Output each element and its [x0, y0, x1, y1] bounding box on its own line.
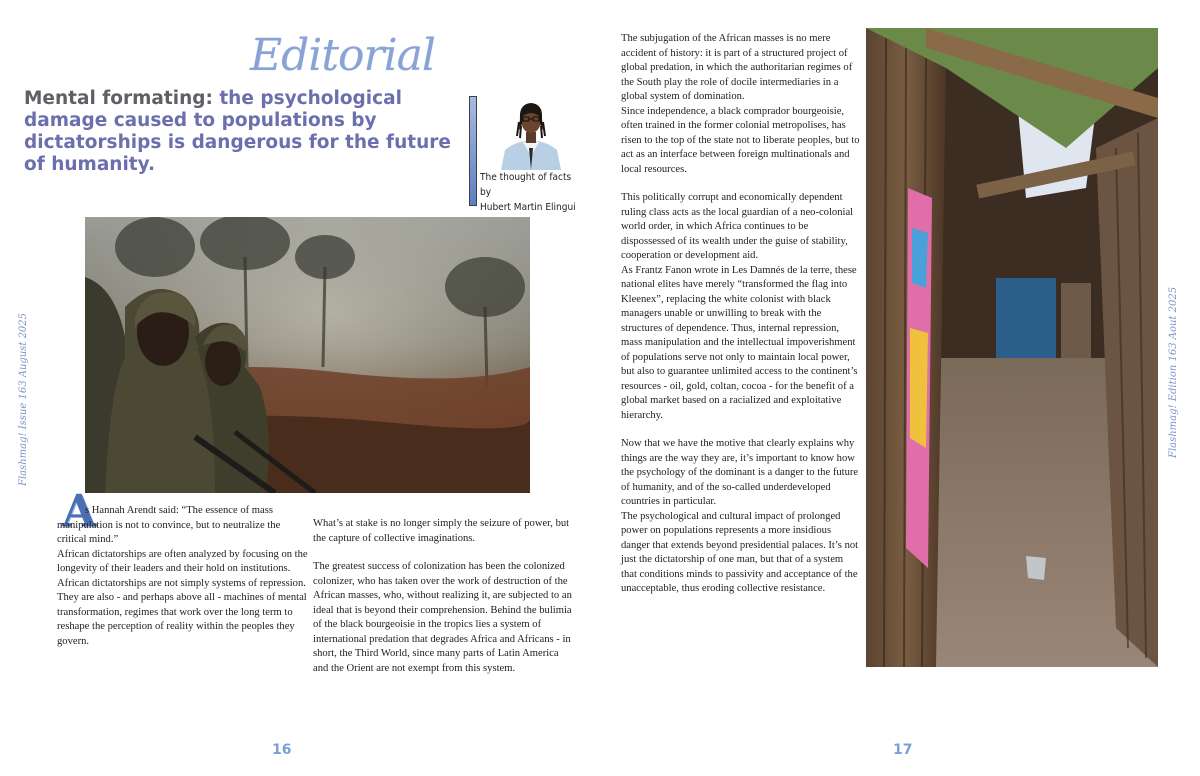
issue-side-label: Flashmag! Issue 163 August 2025 — [18, 312, 29, 486]
author-box — [469, 96, 579, 213]
edition-side-label: Flashmag! Edition 163 Aout 2025 — [1168, 286, 1179, 458]
author-portrait-image — [495, 96, 567, 170]
article-column-1 — [57, 504, 309, 649]
paragraph: The subjugation of the African masses is no mere accident of history: it is part of a structured project of global predation, in which the authoritarian regimes of the South play the role of docile intermediaries in a global system of domination. — [621, 33, 853, 102]
alley-photo-image — [866, 28, 1158, 667]
paragraph: What’s at stake is no longer simply the seizure of power, but the capture of collective imaginations. — [313, 518, 570, 544]
paragraph: The psychological and cultural impact of prolonged power on populations represents a more insidious danger that extends beyond presidential palaces. It’s not just the dictatorship of one man, but that of a system that conditions minds to passivity and acceptance of the unacceptable, thus eroding collective resistance. — [621, 510, 859, 594]
soldiers-photo-image — [85, 217, 530, 493]
paragraph: African dictatorships are not simply systems of repression. They are also - and perhaps above all - machines of mental transformation, regimes that work over the long term to reshape the perception of reality within the peoples they govern. — [57, 577, 307, 647]
article-column-2 — [313, 517, 573, 676]
author-caption-line1: The thought of facts by — [480, 172, 572, 198]
drop-cap: A — [62, 486, 97, 537]
author-accent-bar — [469, 96, 477, 206]
section-title: Editorial — [250, 30, 435, 81]
headline — [24, 88, 464, 176]
paragraph: African dictatorships are often analyzed by focusing on the longevity of their leaders and their hold on institutions. — [57, 548, 308, 574]
page-number-left: 16 — [272, 742, 292, 758]
paragraph: Now that we have the motive that clearly explains why things are the way they are, it’s important to know how the psychology of the dominant is a danger to the future of humanity, and of the so-called underdeveloped countries in particular. — [621, 438, 859, 507]
paragraph: s Hannah Arendt said: “The essence of mass manipulation is not to convince, but to neutralize the critical mind.” — [57, 505, 281, 545]
page-number-right: 17 — [893, 742, 913, 758]
article-column-3 — [621, 32, 861, 597]
paragraph: This politically corrupt and economically dependent ruling class acts as the local guardian of a neo-colonial world order, in which Africa continues to be dispossessed of its wealth under the guise of stability, cooperation or development aid. — [621, 192, 854, 261]
headline-lead: Mental formating: — [24, 88, 213, 109]
author-caption-line2: Hubert Martin Elingui — [480, 202, 576, 213]
paragraph: The greatest success of colonization has been the colonized colonizer, who has taken over the work of destruction of the African masses, who, without realizing it, are subjected to an ideal that is beyond their comprehension. Behind the bulimia of the black bourgeoisie in the tropics lies a system of international predation that degrades Africa and Africans - in short, the Third World, since many parts of Latin America and the Orient are not exempt from this system. — [313, 561, 572, 674]
paragraph: Since independence, a black comprador bourgeoisie, often trained in the former colonial metropolises, has risen to the top of the state not to liberate peoples, but to act as an interface between foreign multinationals and local resources. — [621, 105, 860, 175]
headline-rest: the psychological damage caused to populations by dictatorships is dangerous for the future of humanity. — [24, 88, 451, 175]
paragraph: As Frantz Fanon wrote in Les Damnés de la terre, these national elites have merely “transformed the flag into Kleenex”, replacing the white colonist with black managers unable or unwilling to break with the structures of dependence. Thus, internal repression, mass manipulation and the intellectual impoverishment of populations serve not only to maintain local power, but also to guarantee unlimited access to the continent’s resources - oil, gold, coltan, cocoa - for the benefit of a global market based on a racialized and exploitative hierarchy. — [621, 264, 858, 421]
